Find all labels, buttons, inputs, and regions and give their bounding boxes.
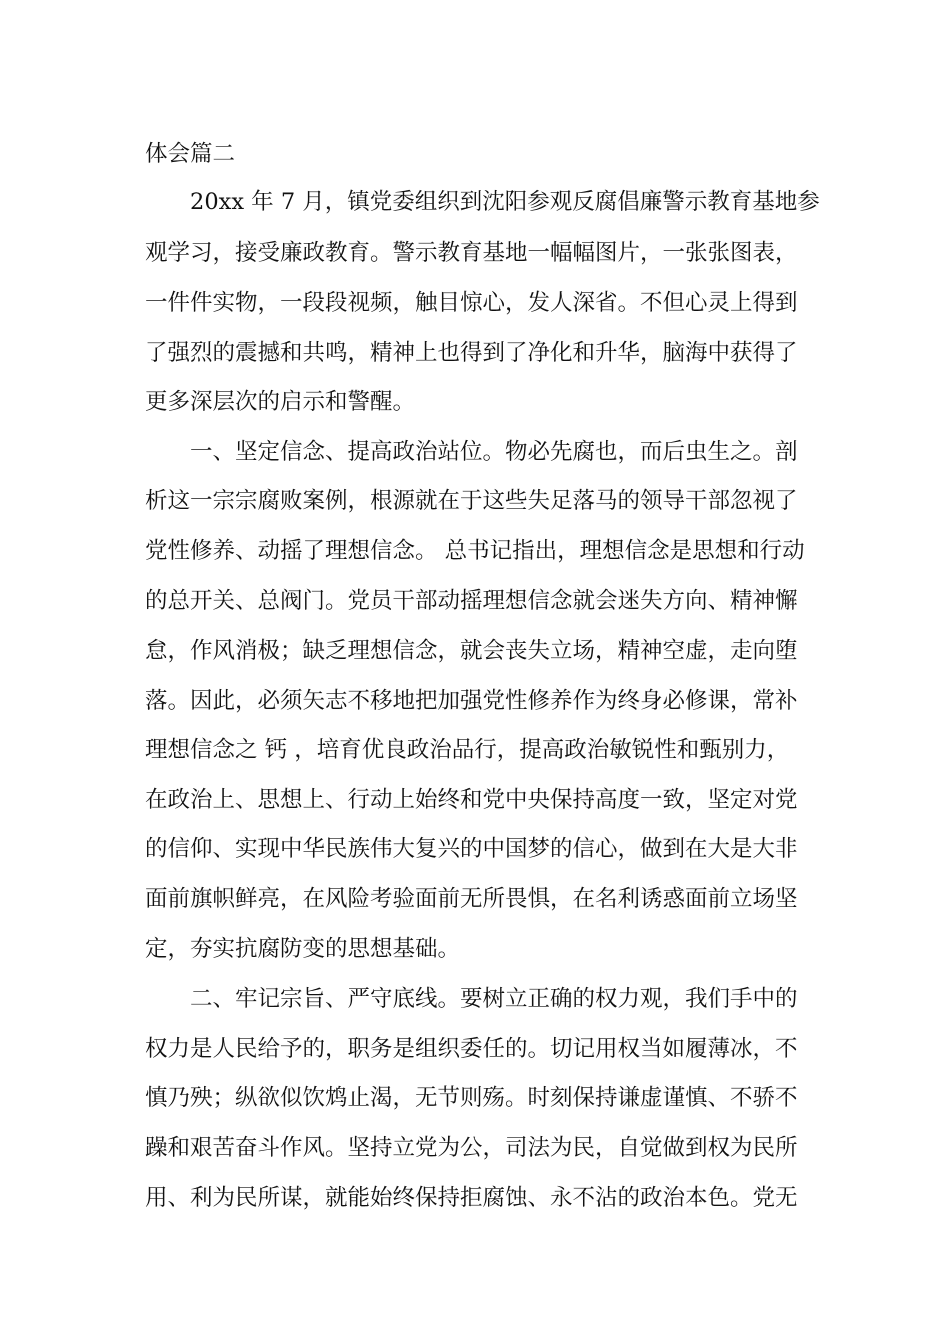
paragraph-line: 权力是人民给予的，职务是组织委任的。切记用权当如履薄冰，不 [145,1036,798,1062]
paragraph-line: 用、利为民所谋，就能始终保持拒腐蚀、永不沾的政治本色。党无 [145,1185,798,1211]
paragraph-line: 理想信念之 钙 ，培育优良政治品行，提高政治敏锐性和甄别力， [145,737,790,763]
section-heading: 体会篇二 [145,141,236,167]
paragraph-line: 落。因此，必须矢志不移地把加强党性修养作为终身必修课，常补 [145,688,798,714]
paragraph-line: 更多深层次的启示和警醒。 [145,389,416,415]
paragraph-line: 慎乃殃；纵欲似饮鸩止渴，无节则殇。时刻保持谦虚谨慎、不骄不 [145,1085,798,1111]
paragraph-line: 怠，作风消极；缺乏理想信念，就会丧失立场，精神空虚，走向堕 [145,638,798,664]
paragraph-line: 的总开关、总阀门。党员干部动摇理想信念就会迷失方向、精神懈 [145,588,798,614]
paragraph-line: 躁和艰苦奋斗作风。坚持立党为公，司法为民，自觉做到权为民所 [145,1135,798,1161]
paragraph-line: 20xx 年 7 月，镇党委组织到沈阳参观反腐倡廉警示教育基地参 [190,189,820,215]
paragraph-line: 面前旗帜鲜亮，在风险考验面前无所畏惧，在名利诱惑面前立场坚 [145,886,798,912]
paragraph-line: 了强烈的震撼和共鸣，精神上也得到了净化和升华，脑海中获得了 [145,340,798,366]
paragraph-line: 二、牢记宗旨、严守底线。要树立正确的权力观，我们手中的 [190,986,798,1012]
paragraph-line: 在政治上、思想上、行动上始终和党中央保持高度一致，坚定对党 [145,787,798,813]
paragraph-line: 观学习，接受廉政教育。警示教育基地一幅幅图片，一张张图表， [145,240,798,266]
paragraph-line: 的信仰、实现中华民族伟大复兴的中国梦的信心，做到在大是大非 [145,836,798,862]
paragraph-line: 析这一宗宗腐败案例，根源就在于这些失足落马的领导干部忽视了 [145,488,798,514]
paragraph-line: 一、坚定信念、提高政治站位。物必先腐也，而后虫生之。剖 [190,439,798,465]
paragraph-line: 党性修养、动摇了理想信念。 总书记指出，理想信念是思想和行动 [145,538,805,564]
paragraph-line: 定，夯实抗腐防变的思想基础。 [145,936,461,962]
paragraph-line: 一件件实物，一段段视频，触目惊心，发人深省。不但心灵上得到 [145,290,798,316]
